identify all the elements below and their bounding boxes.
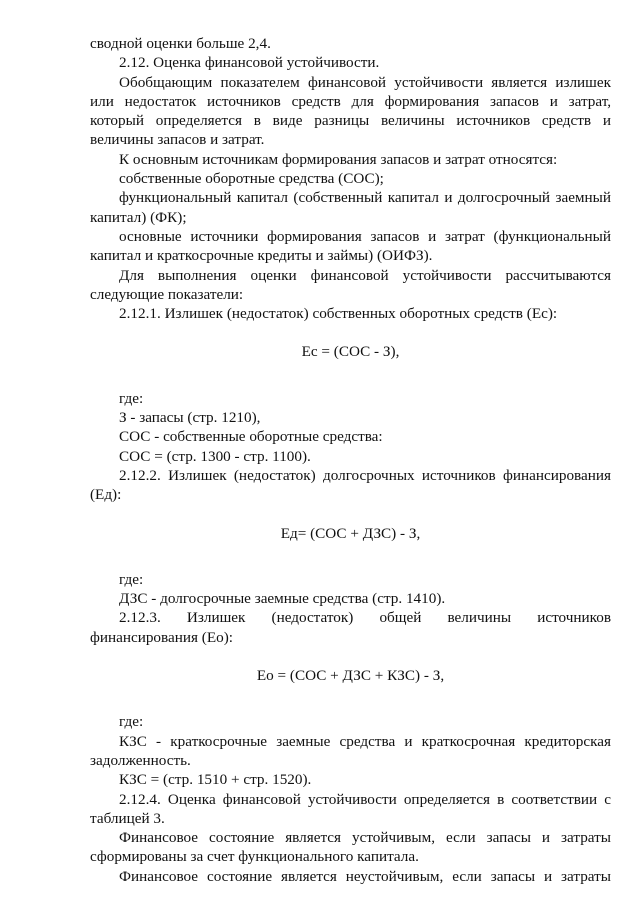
document-page — [90, 34, 611, 886]
formula-ec: Ес = (СОС - З), — [301, 343, 400, 361]
definition-sos: СОС - собственные оборотные средства: — [119, 428, 383, 446]
formula-ed: Ед= (СОС + ДЗС) - З, — [280, 524, 421, 542]
section-heading-2-12: 2.12. Оценка финансовой устойчивости. — [119, 54, 380, 72]
subsection-2-12-4: 2.12.4. Оценка финансовой устойчивости определяется в соответствии с таблицей 3. — [90, 790, 611, 827]
definition-dzs: ДЗС - долгосрочные заемные средства (стр. 1410). — [119, 590, 446, 608]
definition-z: З - запасы (стр. 1210), — [119, 409, 261, 427]
paragraph-stable-state: Финансовое состояние является устойчивым, если запасы и затраты сформированы за счет функционального капитала. — [90, 829, 611, 866]
where-label-2: где: — [119, 570, 144, 588]
formula-sos: СОС = (стр. 1300 - стр. 1100). — [119, 447, 311, 465]
paragraph-continuation: сводной оценки больше 2,4. — [90, 35, 271, 52]
subsection-2-12-2: 2.12.2. Излишек (недостаток) долгосрочных источников финансирования (Ед): — [90, 466, 611, 504]
formula-eo: Ео = (СОС + ДЗС + КЗС) - З, — [256, 667, 445, 685]
where-label-3: где: — [119, 713, 144, 731]
list-item-fk: функциональный капитал (собственный капитал и долгосрочный заемный капитал) (ФК); — [90, 189, 611, 226]
paragraph-indicators-intro: Для выполнения оценки финансовой устойчивости рассчитываются следующие показатели: — [90, 266, 611, 303]
paragraph-sources-intro: К основным источникам формирования запасов и затрат относятся: — [119, 150, 558, 168]
list-item-sos: собственные оборотные средства (СОС); — [119, 170, 384, 188]
list-item-oifz: основные источники формирования запасов и затрат (функциональный капитал и краткосрочные кредиты и займы) (ОИФЗ). — [90, 227, 611, 265]
subsection-2-12-1: 2.12.1. Излишек (недостаток) собственных оборотных средств (Ес): — [119, 305, 558, 323]
subsection-2-12-3: 2.12.3. Излишек (недостаток) общей величины источников финансирования (Ео): — [90, 609, 611, 646]
formula-kzs: КЗС = (стр. 1510 + стр. 1520). — [119, 771, 312, 789]
paragraph-unstable-state: Финансовое состояние является неустойчивым, если запасы и затраты — [119, 867, 611, 885]
where-label-1: где: — [119, 389, 144, 407]
paragraph-general-indicator: Обобщающим показателем финансовой устойчивости является излишек или недостаток источников средств для формирования запасов и затрат, который определяется в виде разницы величины источников средств и величины запасов и затрат. — [90, 73, 611, 149]
definition-kzs: КЗС - краткосрочные заемные средства и краткосрочная кредиторская задолженность. — [90, 732, 611, 769]
